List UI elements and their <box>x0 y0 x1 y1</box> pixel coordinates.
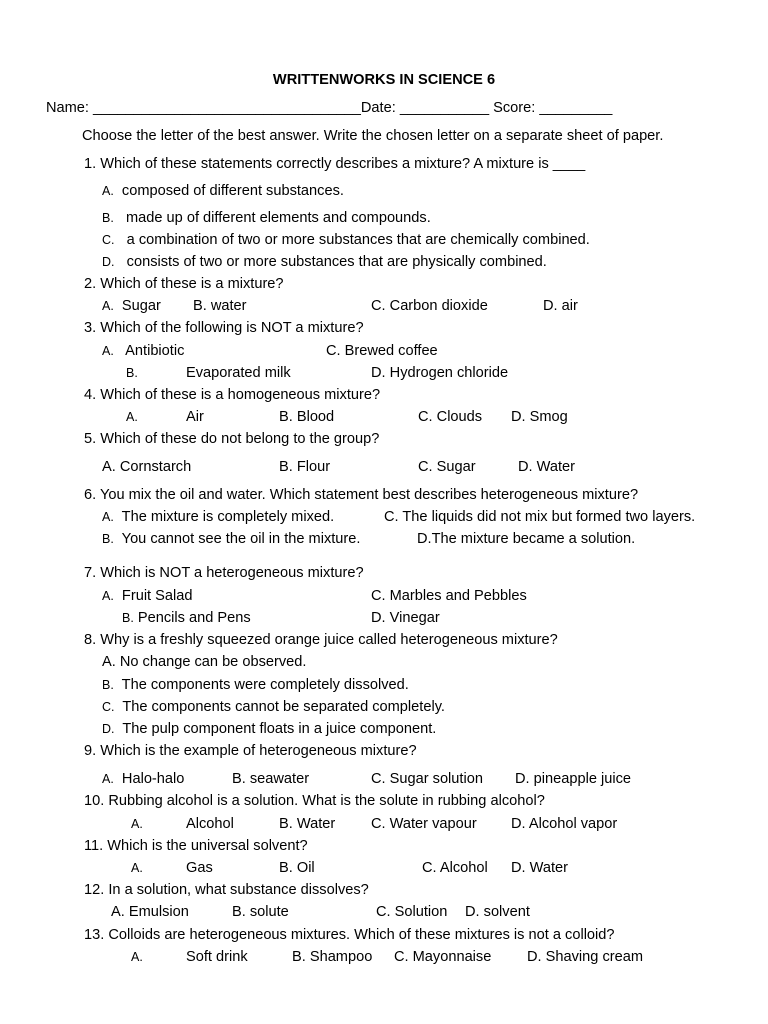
question-text: You mix the oil and water. Which statement best describes heterogeneous mixture? <box>99 487 639 503</box>
choice-4a: Air <box>186 409 204 425</box>
choice-letter: C. <box>102 233 115 247</box>
question-9 <box>84 742 417 760</box>
question-12 <box>84 881 369 899</box>
choice-text: The components cannot be separated completely. <box>122 699 445 715</box>
choice-11a-letter: A. <box>131 861 143 875</box>
choice-6d: D.The mixture became a solution. <box>417 531 636 547</box>
question-8 <box>84 631 558 649</box>
choice-10a-letter: A. <box>131 817 143 831</box>
choice-12c: C. Solution <box>376 904 448 920</box>
question-number: 8. <box>84 632 97 648</box>
choice-11b: B. Oil <box>279 860 315 876</box>
question-7 <box>84 564 364 582</box>
choice-10a: Alcohol <box>186 816 234 832</box>
choice-10b: B. Water <box>279 816 336 832</box>
choice-text: Fruit Salad <box>121 588 193 604</box>
choice-2d: D. air <box>543 298 578 314</box>
choice-13a-letter: A. <box>131 950 143 964</box>
choice-letter: A. <box>102 772 114 786</box>
choice-text: The components were completely dissolved. <box>121 677 409 693</box>
choice-10d: D. Alcohol vapor <box>511 816 618 832</box>
choice-text: Halo-halo <box>121 771 185 787</box>
choice-12b: B. solute <box>232 904 289 920</box>
question-text: Which is the example of heterogeneous mixture? <box>100 743 417 759</box>
choice-5d: D. Water <box>518 459 576 475</box>
choice-text: Sugar <box>121 298 161 314</box>
choice-4a-letter: A. <box>126 410 138 424</box>
choice-9b: B. seawater <box>232 771 310 787</box>
choice-9c: C. Sugar solution <box>371 771 483 787</box>
question-text: Which of these is a mixture? <box>100 276 284 292</box>
instructions: Choose the letter of the best answer. Write the chosen letter on a separate sheet of paper. <box>82 128 664 144</box>
question-5 <box>84 430 379 448</box>
choice-9a <box>102 770 184 788</box>
question-number: 12. <box>84 882 105 898</box>
choice-letter: B. <box>102 678 114 692</box>
choice-letter: A. <box>102 510 114 524</box>
choice-2c: C. Carbon dioxide <box>371 298 488 314</box>
choice-11c: C. Alcohol <box>422 860 488 876</box>
question-number: 5. <box>84 431 97 447</box>
choice-13a: Soft drink <box>186 949 248 965</box>
choice-letter: D. <box>102 722 115 736</box>
choice-letter: B. <box>102 211 114 225</box>
choice-3d: D. Hydrogen chloride <box>371 365 509 381</box>
question-number: 2. <box>84 276 97 292</box>
choice-8a: A. No change can be observed. <box>102 654 307 670</box>
question-text: Which of these statements correctly describes a mixture? A mixture is ____ <box>100 156 586 172</box>
choice-12d: D. solvent <box>465 904 530 920</box>
question-number: 3. <box>84 320 97 336</box>
question-2 <box>84 275 284 293</box>
question-number: 11. <box>84 838 104 854</box>
choice-text: Pencils and Pens <box>137 610 251 626</box>
choice-7c: C. Marbles and Pebbles <box>371 588 527 604</box>
choice-13c: C. Mayonnaise <box>394 949 492 965</box>
choice-8b <box>102 676 409 694</box>
choice-letter: B. <box>122 611 134 625</box>
choice-text: consists of two or more substances that are physically combined. <box>126 254 547 270</box>
choice-text: The pulp component floats in a juice component. <box>122 721 437 737</box>
question-4 <box>84 386 380 404</box>
choice-3c: C. Brewed coffee <box>326 343 438 359</box>
choice-5a: A. Cornstarch <box>102 459 192 475</box>
choice-text: The mixture is completely mixed. <box>121 509 335 525</box>
choice-text: Antibiotic <box>125 343 185 359</box>
choice-text: You cannot see the oil in the mixture. <box>121 531 361 547</box>
question-text: Which is the universal solvent? <box>107 838 308 854</box>
choice-letter: C. <box>102 700 115 714</box>
choice-5b: B. Flour <box>279 459 331 475</box>
question-number: 7. <box>84 565 97 581</box>
question-text: Which of these do not belong to the group? <box>100 431 380 447</box>
choice-1b <box>102 209 431 227</box>
choice-8d <box>102 720 436 738</box>
choice-text: a combination of two or more substances that are chemically combined. <box>126 232 590 248</box>
choice-4c: C. Clouds <box>418 409 483 425</box>
choice-letter: A. <box>102 589 114 603</box>
choice-3b: Evaporated milk <box>186 365 291 381</box>
page-title: WRITTENWORKS IN SCIENCE 6 <box>272 72 496 88</box>
question-text: Which of these is a homogeneous mixture? <box>100 387 381 403</box>
choice-13d: D. Shaving cream <box>527 949 643 965</box>
question-number: 6. <box>84 487 97 503</box>
question-text: Colloids are heterogeneous mixtures. Which of these mixtures is not a colloid? <box>108 927 615 943</box>
question-number: 4. <box>84 387 97 403</box>
choice-7a <box>102 587 193 605</box>
choice-text: made up of different elements and compounds. <box>125 210 431 226</box>
question-13 <box>84 926 615 944</box>
question-number: 10. <box>84 793 105 809</box>
choice-letter: A. <box>102 184 114 198</box>
choice-12a: A. Emulsion <box>111 904 189 920</box>
choice-1d <box>102 253 547 271</box>
question-text: Which of the following is NOT a mixture? <box>100 320 364 336</box>
choice-3a <box>102 342 184 360</box>
question-6 <box>84 486 638 504</box>
choice-9d: D. pineapple juice <box>515 771 632 787</box>
choice-letter: B. <box>102 532 114 546</box>
choice-2b: B. water <box>193 298 247 314</box>
choice-8c <box>102 698 445 716</box>
choice-2a <box>102 297 161 315</box>
choice-5c: C. Sugar <box>418 459 476 475</box>
choice-1c <box>102 231 590 249</box>
question-number: 9. <box>84 743 97 759</box>
question-text: Why is a freshly squeezed orange juice called heterogeneous mixture? <box>100 632 558 648</box>
question-3 <box>84 319 364 337</box>
question-1 <box>84 155 585 173</box>
choice-7d: D. Vinegar <box>371 610 440 626</box>
choice-4b: B. Blood <box>279 409 335 425</box>
question-text: Rubbing alcohol is a solution. What is the solute in rubbing alcohol? <box>108 793 545 809</box>
question-number: 1. <box>84 156 97 172</box>
choice-11d: D. Water <box>511 860 569 876</box>
choice-10c: C. Water vapour <box>371 816 477 832</box>
choice-3b-letter: B. <box>126 366 138 380</box>
choice-13b: B. Shampoo <box>292 949 373 965</box>
question-number: 13. <box>84 927 105 943</box>
choice-letter: D. <box>102 255 115 269</box>
choice-1a <box>102 182 344 200</box>
choice-6c: C. The liquids did not mix but formed two layers. <box>384 509 696 525</box>
choice-11a: Gas <box>186 860 213 876</box>
choice-4d: D. Smog <box>511 409 568 425</box>
name-date-score-line: Name: _________________________________Date: ___________ Score: _________ <box>46 100 613 116</box>
choice-text: composed of different substances. <box>121 183 344 199</box>
question-text: In a solution, what substance dissolves? <box>108 882 369 898</box>
question-text: Which is NOT a heterogeneous mixture? <box>100 565 364 581</box>
choice-letter: A. <box>102 299 114 313</box>
choice-6b <box>102 530 360 548</box>
choice-letter: A. <box>102 344 114 358</box>
question-10 <box>84 792 545 810</box>
choice-7b <box>122 609 251 627</box>
question-11 <box>84 837 308 855</box>
choice-6a <box>102 508 334 526</box>
